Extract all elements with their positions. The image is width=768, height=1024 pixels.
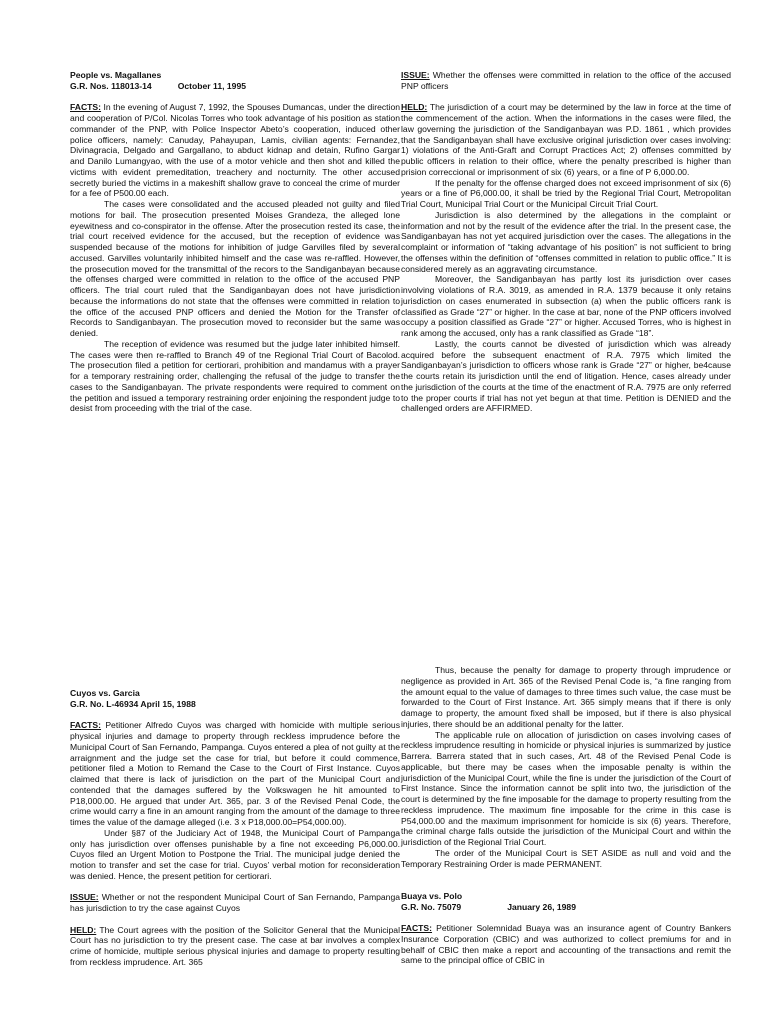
facts-paragraph [70, 102, 400, 199]
facts-paragraph [401, 923, 731, 966]
held-label: HELD: [401, 102, 428, 113]
issue-paragraph [70, 892, 400, 914]
case-cuyos-continued-column [401, 665, 731, 966]
case-gr-line [401, 902, 731, 913]
issue-text: Whether the offenses were committed in relation to the office of the accused PNP officers [401, 70, 731, 91]
body-paragraph: The applicable rule on allocation of jurisdiction on cases involving cases of reckless imprudence resulting in homicide or physical injuries is summarized by justice Barrera. Barrera stated that in such cases, Art. 48 of the Revised Penal Code is applicable, but there may be cases when the imposable penalty is within the jurisdiction of the Municipal Court, while the fine is under the jurisdiction of the Court of First Instance. Since the information cannot be split into two, the jurisdiction of the court is determined by the fine imposable for the damage to property resulting from the reckless imprudence. The maximum fine imposable for the crime in this case is P54,000.00 and the maximum imprisonment for homicide is six (6) years. Therefore, the criminal charge falls outside the jurisdiction of the Municipal Court and within the jurisdiction of the Regional Trial Court. [401, 729, 731, 847]
held-paragraph [70, 925, 400, 968]
facts-text: Petitioner Alfredo Cuyos was charged with homicide with multiple serious physical injuries and damage to property through reckless imprudence before the Municipal Court of San Fernando, Pampanga. Cuyos entered a plea of not guilty at the arraignment and the judge set the case for trial, but before it could commence, petitioner filed a Motion to Remand the Case to the Court of First Instance. Cuyos claimed that there is lack of jurisdiction on the part of the Municipal Court and contended that the damages suffered by the Volkswagen he hit amounted to P18,000.00. He argued that under Art. 365, par. 3 of the Revised Penal Code, the crime would carry a fine in an amount ranging from the amount of the damage to three times the value of the damage alleged (i.e. 3 x P18,000.00=P54,000.00). [70, 720, 400, 827]
facts-label: FACTS: [70, 720, 102, 731]
held-text: The jurisdiction of a court may be determined by the law in force at the time of the commencement of the action. When the informations in the cases were filed, the law governing the jurisdiction of the Sandiganbayan was P.D. 1861 , which provides that the Sandiganbayan shall have exclusive original jurisdiction over cases involving: 1) violations of the Anti-Graft and Corrupt Practices Act; 2) offenses committed by public officers in relation to their office, where the penalty prescribed is higher than prision correccional or imprisonment of six (6) years, or a fine of P 6,000.00. [401, 102, 731, 177]
body-paragraph: The cases were consolidated and the accused pleaded not guilty and filed motions for bail. The prosecution presented Moises Grandeza, the alleged lone eyewitness and co-conspirator in the offense. After the prosecution rested its case, the trial court received evidence for the accused, but the reception of evidence was suspended because of the motions for inhibition of judge Garvilles filed by several accused. Garvilles voluntarily inhibited himself and the case was re-raffled. However, the prosecution moved for the transmittal of the recors to the Sandiganbayan because the offenses charged were committed in relation to the office of the accused PNP officers. The trial court ruled that the Sandiganbayan does not have jurisdiction because the informations do not state that the offenses were committed in relation to the office of the accused PNP officers and denied the Motion for the Transfer of Records to Sandiganbayan. The prosecution moved to reconsider but the same was denied. [70, 199, 400, 338]
body-paragraph: Under §87 of the Judiciary Act of 1948, the Municipal Court of Pampanga only has jurisdiction over offenses punishable by a fine not exceeding P6,000.00. Cuyos filed an Urgent Motion to Postpone the Trial. The municipal judge denied the motion to transfer and set the case for trial. Cuyos’ verbal motion for reconsideration was denied. Hence, the present petition for certiorari. [70, 827, 400, 881]
case-title: Cuyos vs. Garcia [70, 688, 140, 698]
body-paragraph: Lastly, the courts cannot be divested of jurisdiction which was already acquired before the subsequent enactment of R.A. 7975 which limited the Sandiganbayan’s jurisdiction to officers whose rank is Grade “27” or higher, be4cause the courts retain its jurisdiction until the end of litigation. Hence, cases already under the jurisdiction of the courts at the time of the enactment of R.A. 7975 are only referred to the proper courts if trial has not yet begun at that time. Petition is DENIED and the challenged orders are AFFIRMED. [401, 338, 731, 414]
case-date: October 11, 1995 [177, 80, 247, 91]
issue-label: ISSUE: [401, 70, 430, 80]
case-cuyos-column [70, 688, 400, 968]
held-text: The Court agrees with the position of the Solicitor General that the Municipal Court has no jurisdiction to try the present case. The case at bar involves a complex crime of homicide, multiple serious physical injuries and damage to property resulting from reckless imprudence. Art. 365 [70, 924, 400, 967]
facts-label: FACTS: [70, 102, 102, 113]
issue-label: ISSUE: [70, 892, 99, 903]
facts-paragraph [70, 720, 400, 828]
held-paragraph [401, 102, 731, 177]
body-paragraph: If the penalty for the offense charged does not exceed imprisonment of six (6) years or a fine of P6,000.00, it shall be tried by the Regional Trial Court, Metropolitan Trial Court, Municipal Trial Court or the Municipal Circuit Trial Court. [401, 177, 731, 209]
issue-text: Whether or not the respondent Municipal Court of San Fernando, Pampanga has jurisdiction to try the case against Cuyos [70, 892, 400, 913]
body-paragraph: The reception of evidence was resumed but the judge later inhibited himself. The cases were then re-raffled to Branch 49 of tne Regional Trial Court of Bacolod. The prosecution filed a petition for certiorari, prohibition and mandamus with a prayer for a temporary restraining order, challenging the refusal of the judge to transfer the cases to the Sandiganbayan. The private respondents were required to comment on the petition and issued a temporary restraining order enjoining the respondent judge to desist from proceeding with the trial of the case. [70, 338, 400, 414]
facts-text: In the evening of August 7, 1992, the Spouses Dumancas, under the direction and cooperation of P/Col. Nicolas Torres who took advantage of his position as station commander of the PNP, with Police Inspector Abeto’s cooperation, induced other police officers, namely: Canuday, Pahayupan, Lamis, civilian agents: Fernandez, Divinagracia, Delgado and Gargallano, to abduct kidnap and detain, Rufino Gargar and Danilo Lumangyao, with the use of a motor vehicle and then shot and killed the victims with evident premeditation, treachery and nocturnity. The other accused secretly buried the victims in a makeshift shallow grave to conceal the crime of murder for a fee of P500.00 each. [70, 102, 400, 199]
body-paragraph: The order of the Municipal Court is SET ASIDE as null and void and the Temporary Restraining Order is made PERMANENT. [401, 847, 731, 869]
case-gr-number: G.R. No. 75079 [401, 901, 462, 912]
case-date: January 26, 1989 [507, 901, 576, 912]
body-paragraph: Thus, because the penalty for damage to property through imprudence or negligence as provided in Art. 365 of the Revised Penal Code is, “a fine ranging from the amount equal to the value of damages to three times such value, the case must be forwarded to the Court of First Instance. Art. 365 simply means that if there is only damage to property, the amount fixed shall be imposed, but if there is also physical injuries, there should be an additional penalty for the latter. [401, 665, 731, 729]
case-gr-line [70, 81, 400, 92]
case-title: Buaya vs. Polo [401, 890, 463, 901]
issue-paragraph [401, 70, 731, 92]
facts-text: Petitioner Solemnidad Buaya was an insurance agent of Country Bankers Insurance Corporation (CBIC) and was authorized to collect premiums for and in behalf of CBIC then make a report and accounting of the transactions and remit the same to the principal office of CBIC in [401, 923, 731, 966]
held-label: HELD: [70, 924, 97, 935]
case-title: People vs. Magallanes [70, 70, 162, 80]
case-gr-number: G.R. Nos. 118013-14 [70, 80, 152, 91]
facts-label: FACTS: [401, 923, 433, 933]
body-paragraph: Moreover, the Sandiganbayan has partly lost its jurisdiction over cases involving violations of R.A. 3019, as amended in R.A. 1379 because it only retains jurisdiction on cases enumerated in subsection (a) when the public officers rank is classified as Grade “27” or higher. In the case at bar, none of the PNP officers involved occupy a position classified as Grade “27” or higher. Accused Torres, who is highest in rank among the accused, only has a rank classified as Grade “18”. [401, 274, 731, 338]
case-gr-number: G.R. No. L-46934 April 15, 1988 [70, 698, 196, 709]
case-magallanes-ruling-column [401, 70, 731, 414]
case-magallanes-column [70, 70, 400, 414]
body-paragraph: Jurisdiction is also determined by the allegations in the complaint or information and not by the result of the evidence after the trial. In the present case, the Sandiganbayan has not yet acquired jurisdiction over the cases. The allegations in the complaint or information of “taking advantage of his position” is not sufficient to bring the offenses within the definition of “offenses committed in relation to public office.” It is considered merely as an aggravating circumstance. [401, 209, 731, 274]
